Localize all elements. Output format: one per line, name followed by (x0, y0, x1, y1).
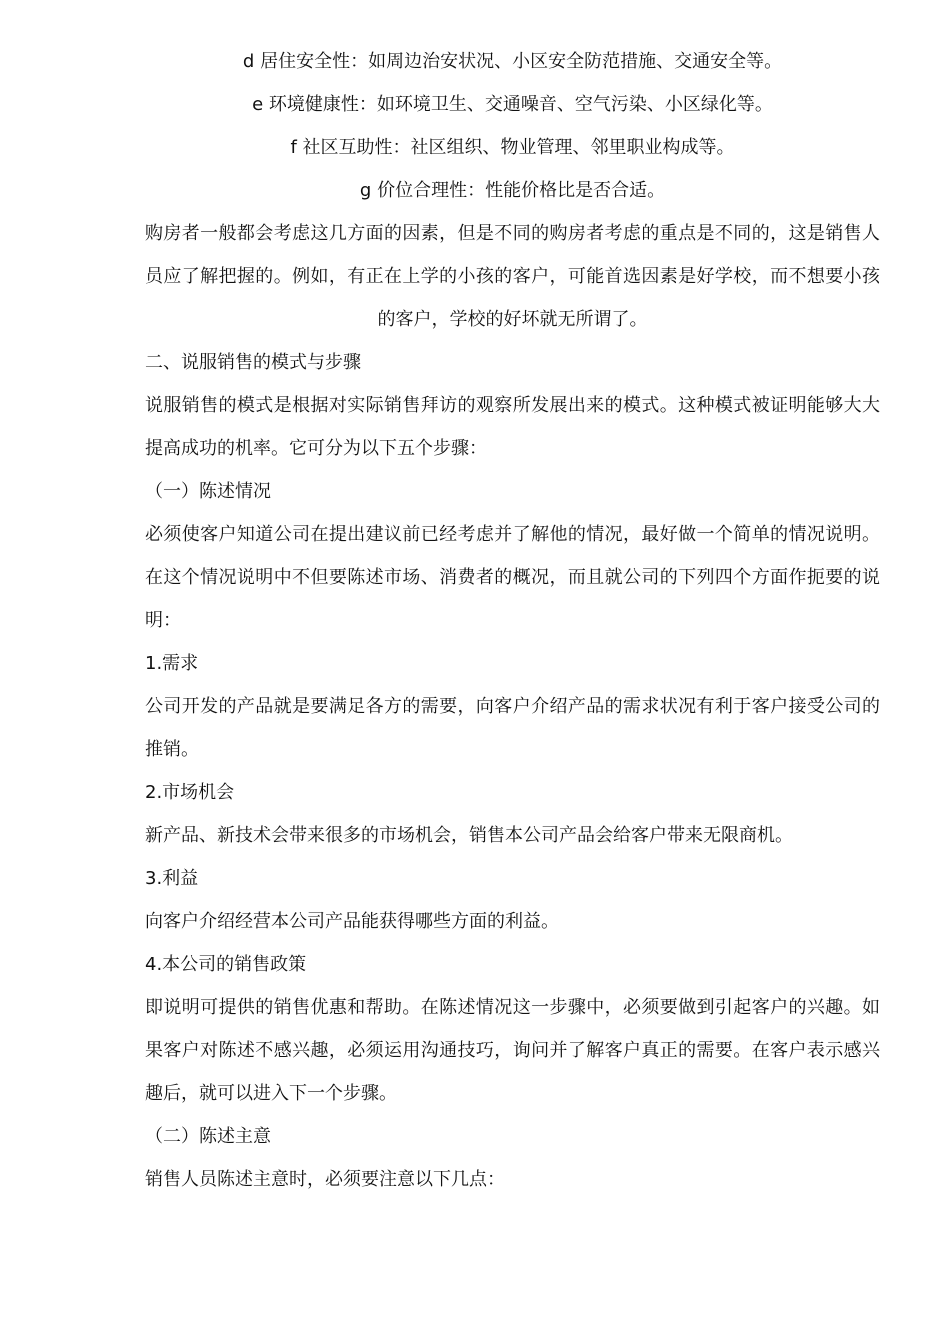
step-two-heading: （二）陈述主意 (145, 1126, 271, 1147)
step-two-paragraph: 销售人员陈述主意时，必须要注意以下几点： (145, 1169, 505, 1190)
point-text-benefit: 向客户介绍经营本公司产品能获得哪些方面的利益。 (145, 911, 559, 932)
section-two-heading: 二、说服销售的模式与步骤 (145, 352, 361, 373)
factor-item-g: g 价位合理性：性能价格比是否合适。 (359, 180, 666, 201)
step-one-paragraph: 必须使客户知道公司在提出建议前已经考虑并了解他的情况，最好做一个简单的情况说明。在这个情况说明中不但要陈述市场、消费者的概况，而且就公司的下列四个方面作扼要的说明： (145, 524, 880, 631)
point-text-market-opportunity: 新产品、新技术会带来很多的市场机会，销售本公司产品会给客户带来无限商机。 (145, 825, 793, 846)
point-title-sales-policy: 4.本公司的销售政策 (145, 954, 307, 975)
point-text-demand: 公司开发的产品就是要满足各方的需要，向客户介绍产品的需求状况有利于客户接受公司的推销。 (145, 696, 880, 760)
buyer-focus-paragraph: 购房者一般都会考虑这几方面的因素，但是不同的购房者考虑的重点是不同的，这是销售人员应了解把握的。例如，有正在上学的小孩的客户，可能首选因素是好学校，而不想要小孩的客户，学校的好坏就无所谓了。 (145, 223, 880, 330)
factor-item-d: d 居住安全性：如周边治安状况、小区安全防范措施、交通安全等。 (242, 51, 783, 72)
point-title-market-opportunity: 2.市场机会 (145, 782, 235, 803)
point-title-demand: 1.需求 (145, 653, 199, 674)
point-text-sales-policy: 即说明可提供的销售优惠和帮助。在陈述情况这一步骤中，必须要做到引起客户的兴趣。如果客户对陈述不感兴趣，必须运用沟通技巧，询问并了解客户真正的需要。在客户表示感兴趣后，就可以进入下一个步骤。 (145, 997, 880, 1104)
document-body (145, 40, 880, 1201)
factor-item-f: f 社区互助性：社区组织、物业管理、邻里职业构成等。 (290, 137, 735, 158)
section-two-intro: 说服销售的模式是根据对实际销售拜访的观察所发展出来的模式。这种模式被证明能够大大提高成功的机率。它可分为以下五个步骤： (145, 395, 880, 459)
factor-item-e: e 环境健康性：如环境卫生、交通噪音、空气污染、小区绿化等。 (252, 94, 773, 115)
point-title-benefit: 3.利益 (145, 868, 199, 889)
step-one-heading: （一）陈述情况 (145, 481, 271, 502)
